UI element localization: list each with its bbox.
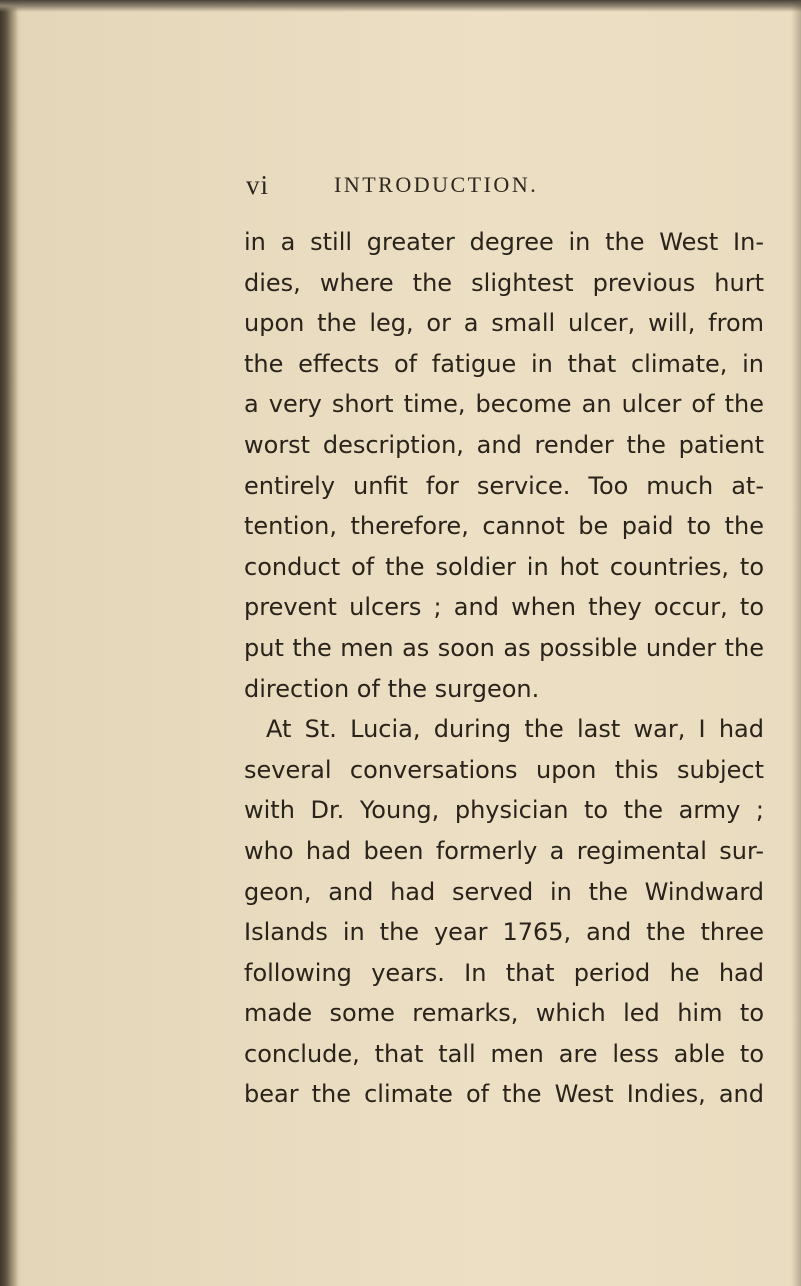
text-line: prevent ulcers ; and when they occur, to <box>244 593 764 622</box>
text-line: bear the climate of the West Indies, and <box>244 1080 764 1109</box>
text-line: with Dr. Young, physician to the army ; <box>244 796 764 825</box>
text-line: following years. In that period he had <box>244 958 764 987</box>
text-line: put the men as soon as possible under the <box>244 633 764 662</box>
page-binding-shadow <box>0 0 18 1286</box>
text-line: entirely unfit for service. Too much at- <box>244 471 764 500</box>
page-number: vi <box>246 170 270 200</box>
running-head: INTRODUCTION. <box>334 172 539 197</box>
text-line: upon the leg, or a small ulcer, will, from <box>244 309 764 338</box>
page-right-shadow <box>791 0 801 1286</box>
text-line: geon, and had served in the Windward <box>244 877 764 906</box>
page-header <box>246 170 746 204</box>
text-line: direction of the surgeon. <box>244 674 540 703</box>
body-text <box>244 222 764 1115</box>
text-line: worst description, and render the patient <box>244 430 764 459</box>
text-line: conclude, that tall men are less able to <box>244 1039 764 1068</box>
text-line: in a still greater degree in the West In- <box>244 228 764 256</box>
text-line: made some remarks, which led him to <box>244 999 764 1028</box>
text-line: a very short time, become an ulcer of the <box>244 390 764 419</box>
text-line: tention, therefore, cannot be paid to the <box>244 512 764 541</box>
text-line: At St. Lucia, during the last war, I had <box>266 715 764 744</box>
text-line: who had been formerly a regimental sur- <box>244 836 764 865</box>
text-line: several conversations upon this subject <box>244 755 764 784</box>
text-line: conduct of the soldier in hot countries, to <box>244 552 764 581</box>
page-top-edge <box>0 0 801 12</box>
text-line: Islands in the year 1765, and the three <box>244 918 764 947</box>
text-line: the effects of fatigue in that climate, in <box>244 349 764 378</box>
text-line: dies, where the slightest previous hurt <box>244 268 764 297</box>
